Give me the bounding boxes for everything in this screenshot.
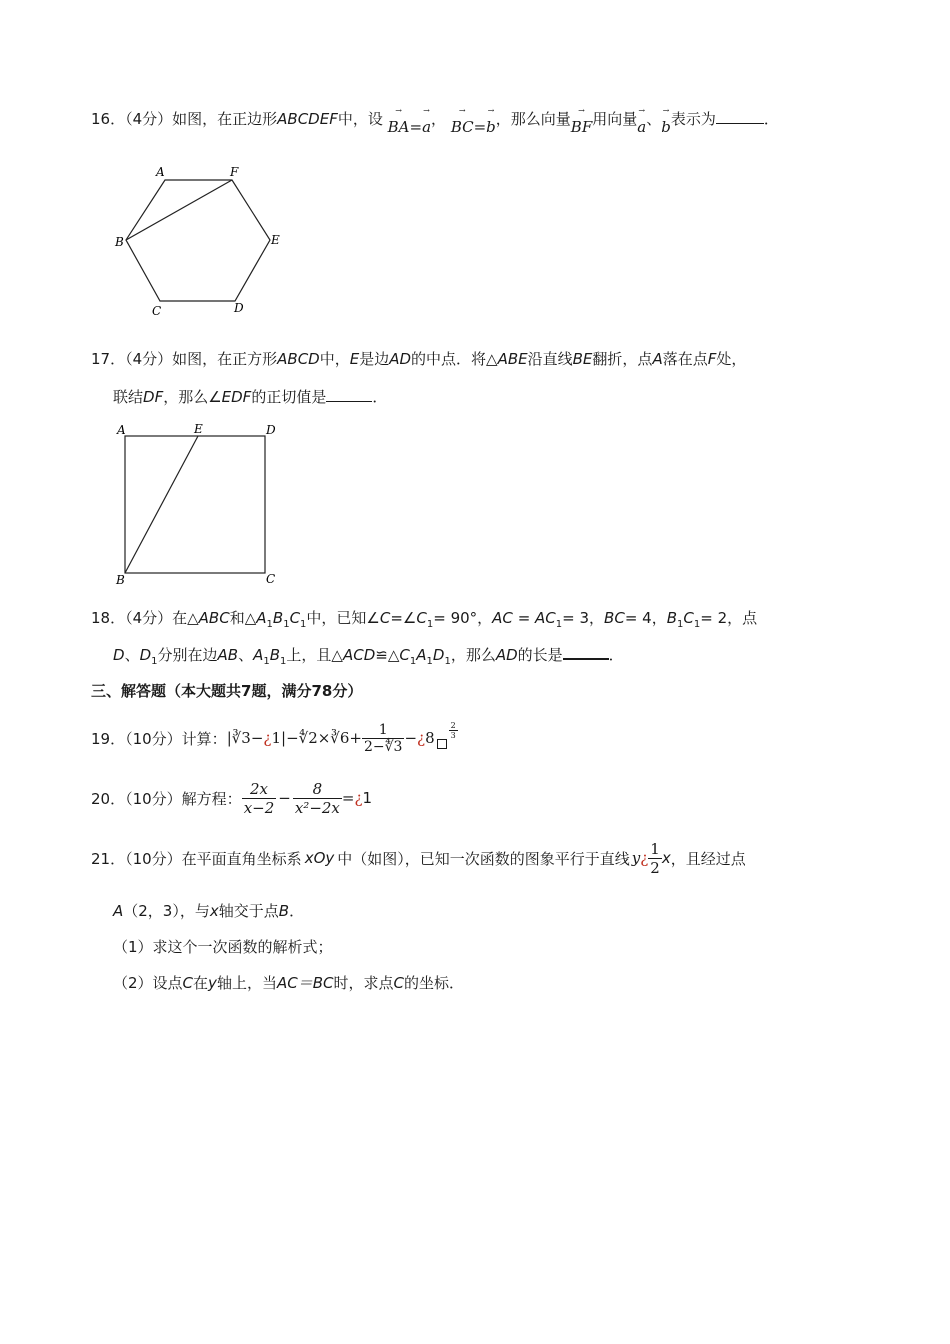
segment-be (125, 436, 198, 573)
q18-triangle-acd: ACD (342, 646, 376, 664)
q21-condition: AC＝BC (276, 974, 334, 992)
q17-text: ，那么∠ (163, 388, 222, 406)
q17-triangle-abe: ABE (497, 350, 528, 368)
q18-letter: A (535, 609, 546, 627)
q21-text: 中（如图），已知一次函数的图象平行于直线 (337, 849, 630, 868)
q17-text: 是边 (359, 350, 390, 368)
hexagon-shape (126, 180, 270, 301)
section-3-heading: 三、解答题（本大题共7题，满分78分） (91, 682, 363, 700)
q17-text: 中， (319, 350, 350, 368)
missing-glyph-box-icon (437, 739, 447, 749)
q17-angle-edf: EDF (221, 388, 252, 406)
exponent-numerator: 2 (450, 720, 456, 730)
q17-text: 联结 (113, 388, 144, 406)
q17-text: 翻折，点 (592, 350, 653, 368)
question-18-line-2 (113, 644, 624, 665)
q21-variable-x: x (661, 849, 671, 867)
vector-b: → b (486, 118, 496, 136)
question-20-line (91, 776, 372, 820)
q18-text: ，那么 (450, 646, 496, 664)
q18-text: ≌△ (375, 646, 400, 664)
hexagon-figure (110, 160, 295, 320)
q19-fraction (362, 722, 404, 755)
fraction-numerator: 1 (378, 721, 388, 738)
fraction-denominator: x²−2x (294, 798, 340, 817)
minus-sign: − (278, 789, 291, 807)
q17-text: 沿直线 (527, 350, 573, 368)
q18-text: 、 (238, 646, 254, 664)
vertex-label-b: B (116, 573, 125, 587)
question-17-line-1 (91, 348, 746, 369)
q18-text: = 3， (562, 609, 605, 627)
subscript: 1 (266, 619, 273, 630)
q21-y-axis: y (208, 974, 217, 992)
q20-fraction-2 (293, 780, 342, 817)
fraction-numerator: 8 (312, 779, 323, 798)
question-18-line-1: 18．（4分）在△ABC和$\triangle A_1B_1C_1$中，已知$\angle C=\angle C_1= 90^\circ$，AC = $AC_1= 3$，BC= 4，$B_1C_1= 2$，点 (91, 609, 758, 630)
q21-text: 在 (193, 974, 209, 992)
subscript: 1 (444, 656, 451, 667)
q19-text: 19．（10分）计算： (91, 729, 227, 748)
q17-text: 的中点．将△ (411, 350, 498, 368)
q17-point-f: F (707, 350, 717, 368)
q19-garbled-glyph: ¿ (417, 729, 426, 747)
q18-side-ab: AB (217, 646, 239, 664)
q16-shape-name: ABCDEF (277, 110, 338, 128)
q18-text: 中，已知∠ (306, 609, 380, 627)
question-21-subquestion-2 (113, 972, 464, 993)
q20-rhs: 1 (362, 789, 373, 807)
q17-square-name: ABCD (277, 350, 320, 368)
comma: ， (431, 110, 447, 128)
q19-expr: 1|−∜2×∛6+ (271, 729, 362, 747)
point-label-e: E (194, 422, 203, 436)
q16-text: 中，设 (337, 110, 383, 128)
subscript: 1 (151, 656, 158, 667)
q18-letter: A (256, 609, 267, 627)
vertex-label-d: D (266, 423, 276, 437)
q16-vector-ba-expr (388, 118, 431, 136)
q21-text: 轴交于点 (218, 902, 279, 920)
equals-sign: = (409, 118, 423, 136)
q18-triangle-abc: ABC (198, 609, 230, 627)
subscript: 1 (280, 656, 287, 667)
fraction-denominator: x−2 (243, 798, 275, 817)
question-21-line-1 (91, 836, 746, 880)
vertex-label-f: F (230, 165, 239, 179)
q18-letter: C (289, 609, 301, 627)
q18-letter: D (432, 646, 445, 664)
q18-letter: C (399, 646, 410, 664)
period: ． (763, 110, 779, 128)
q17-side-ad: AD (389, 350, 412, 368)
subscript: 1 (300, 619, 307, 630)
q21-text: （2）设点 (113, 974, 183, 992)
subscript: 1 (555, 619, 563, 630)
answer-blank[interactable] (326, 401, 372, 402)
q19-expr: 8 (425, 729, 435, 747)
q17-text: 落在点 (662, 350, 708, 368)
vector-ba: → BA (388, 118, 410, 136)
q18-segment-ad: AD (495, 646, 518, 664)
q21-text: ，且经过点 (670, 849, 746, 868)
vector-b: → b (661, 118, 671, 136)
q21-variable-y: y (631, 849, 641, 867)
q21-fraction (648, 840, 662, 877)
q18-text: =∠ (390, 609, 417, 627)
subscript: 1 (283, 619, 290, 630)
q18-letter: C (545, 609, 556, 627)
fraction-denominator: 2 (650, 858, 660, 877)
q18-letter: D (113, 646, 125, 664)
square-figure (110, 418, 290, 588)
q18-letter: B (272, 609, 284, 627)
q18-letter: C (683, 609, 694, 627)
q17-point-e: E (349, 350, 360, 368)
exponent-denominator: 3 (450, 730, 456, 740)
vertex-label-a: A (156, 165, 165, 179)
q18-letter: A (416, 646, 427, 664)
q18-text: = 90°， (433, 609, 493, 627)
q18-segment-bc: BC (604, 609, 625, 627)
answer-blank[interactable] (563, 658, 609, 660)
q21-garbled-glyph: ¿ (640, 849, 649, 867)
q16-text: 用向量 (592, 110, 638, 128)
subscript: 1 (426, 656, 433, 667)
q20-text: 20．（10分）解方程： (91, 789, 242, 808)
vertex-label-a: A (117, 423, 126, 437)
q16-vector-bc-expr (451, 118, 496, 136)
segment-bf (126, 180, 232, 240)
q19-exponent (449, 721, 458, 740)
question-17-line-2 (113, 386, 387, 407)
q16-text: 表示为 (670, 110, 716, 128)
q18-letter: A (253, 646, 264, 664)
q18-text: 18．（4分）在△ (91, 609, 199, 627)
q21-point-a: A (113, 902, 124, 920)
period: ． (372, 388, 388, 406)
q20-fraction-1 (242, 780, 277, 817)
vertex-label-d: D (234, 301, 244, 315)
q17-text: 17．（4分）如图，在正方形 (91, 350, 278, 368)
q18-text: 和△ (229, 609, 257, 627)
question-21-subquestion-1: （1）求这个一次函数的解析式； (113, 938, 333, 956)
q21-text: （2，3），与 (123, 902, 210, 920)
q18-text: = 2，点 (700, 609, 758, 627)
separator: 、 (646, 110, 662, 128)
q18-text: 的长是 (517, 646, 563, 664)
equals-sign: = (473, 118, 487, 136)
q18-text: 、 (124, 646, 140, 664)
q17-text: 处， (716, 350, 747, 368)
q21-point-b: B (278, 902, 290, 920)
q18-text: 上，且△ (286, 646, 343, 664)
q19-garbled-glyph: ¿ (263, 729, 272, 747)
fraction-numerator: 2x (249, 779, 268, 798)
question-19-line (91, 716, 458, 760)
q17-point-a: A (652, 350, 663, 368)
subscript: 1 (677, 619, 684, 630)
period: ． (608, 646, 624, 664)
q18-letter: B (269, 646, 281, 664)
q18-segment-ac: AC (492, 609, 513, 627)
q17-line-be: BE (572, 350, 593, 368)
q21-text: 时，求点 (333, 974, 394, 992)
vector-bc: → BC (451, 118, 474, 136)
q16-text: ，那么向量 (495, 110, 571, 128)
q17-text: 的正切值是 (251, 388, 327, 406)
q18-text: 分别在边 (157, 646, 218, 664)
vertex-label-b: B (115, 235, 124, 249)
subscript: 1 (426, 619, 434, 630)
subscript: 1 (263, 656, 270, 667)
vector-a: → a (637, 118, 646, 136)
question-16-line (91, 108, 779, 136)
q21-point-c: C (182, 974, 194, 992)
q18-text: = 4， (624, 609, 667, 627)
q21-x-axis: x (209, 902, 219, 920)
vertex-label-c: C (266, 572, 276, 586)
subscript: 1 (409, 656, 417, 667)
q18-letter: C (416, 609, 427, 627)
q19-expr: |∛3− (226, 729, 264, 747)
q18-letter: C (379, 609, 391, 627)
question-21-line-2 (113, 900, 304, 921)
vector-bf: → BF (571, 118, 592, 136)
q19-expr: − (404, 729, 418, 747)
q20-garbled-glyph: ¿ (354, 789, 363, 807)
answer-blank[interactable] (716, 123, 764, 124)
q21-point-c: C (393, 974, 404, 992)
q18-letter: D (139, 646, 152, 664)
q21-text: 轴上，当 (216, 974, 277, 992)
vertex-label-e: E (271, 233, 280, 247)
vector-a: → a (422, 118, 431, 136)
q18-letter: B (666, 609, 677, 627)
equals-sign: = (341, 789, 355, 807)
square-shape (125, 436, 265, 573)
q16-text: 16．（4分）如图，在正边形 (91, 110, 278, 128)
q21-text: 的坐标． (403, 974, 464, 992)
subscript: 1 (693, 619, 701, 630)
q21-coordinate-system: xOy (304, 849, 335, 867)
period: ． (289, 902, 305, 920)
fraction-denominator: 2−∜3 (363, 738, 403, 755)
q17-segment-df: DF (143, 388, 164, 406)
fraction-numerator: 1 (650, 839, 660, 858)
vertex-label-c: C (152, 304, 162, 318)
q21-text: 21．（10分）在平面直角坐标系 (91, 849, 302, 868)
